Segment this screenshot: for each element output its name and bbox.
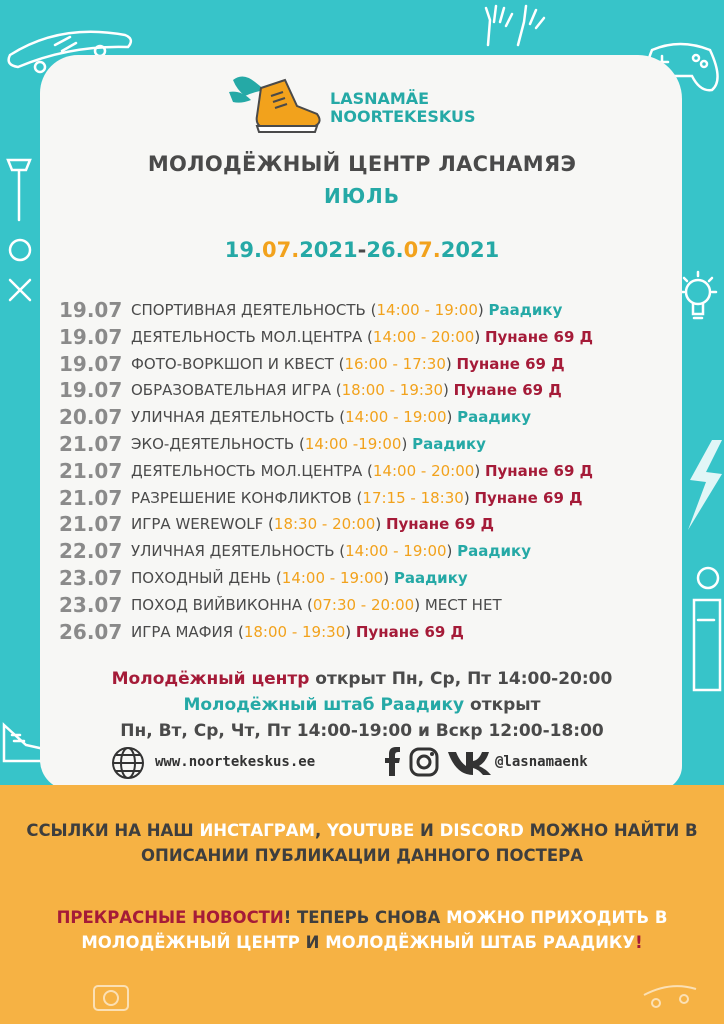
schedule-row: 20.07 УЛИЧНАЯ ДЕЯТЕЛЬНОСТЬ (14:00 - 19:00) Раадику	[59, 405, 531, 430]
event-name: СПОРТИВНАЯ ДЕЯТЕЛЬНОСТЬ	[131, 301, 366, 319]
schedule-row: 19.07 СПОРТИВНАЯ ДЕЯТЕЛЬНОСТЬ (14:00 - 19:00) Раадику	[59, 298, 563, 322]
event-date: 19.07	[59, 378, 123, 403]
bulb-doodle-icon	[676, 270, 721, 330]
hands-doodle-icon	[478, 0, 548, 50]
event-time: 16:00 - 17:30	[344, 354, 446, 373]
event-name: ИГРА МАФИЯ	[131, 622, 234, 641]
website-link[interactable]: www.noortekeskus.ee	[155, 754, 316, 770]
event-time: 14:00 - 19:00	[376, 301, 478, 319]
event-location: Пунане 69 Д	[484, 461, 593, 480]
center-hours: открыт Пн, Ср, Пт 14:00-20:00	[309, 669, 613, 689]
logo-line-1: LASNAMÄE	[330, 89, 430, 108]
event-location: Пунане 69 Д	[474, 488, 583, 507]
event-date: 22.07	[59, 539, 123, 564]
skate-doodle-icon	[640, 975, 700, 1015]
event-name: ПОХОДНЫЙ ДЕНЬ	[131, 568, 272, 587]
event-time: 14:00 - 20:00	[372, 327, 475, 346]
hq-name: Молодёжный штаб Раадику	[183, 695, 465, 715]
event-time: 07:30 - 20:00	[312, 595, 415, 614]
sneaker-logo-icon	[225, 70, 325, 140]
opening-hours	[0, 666, 724, 744]
event-date: 19.07	[59, 324, 123, 349]
event-time: 18:30 - 20:00	[273, 515, 376, 534]
schedule-row: 19.07 ОБРАЗОВАТЕЛЬНАЯ ИГРА (18:00 - 19:30) Пунане 69 Д	[59, 378, 562, 403]
event-location: Пунане 69 Д	[484, 327, 593, 346]
social-handle[interactable]: @lasnamaenk	[495, 754, 588, 770]
hq-open: открыт	[464, 695, 541, 715]
event-location: Пунане 69 Д	[456, 354, 565, 373]
date-range	[0, 238, 724, 262]
event-time: 14:00 - 19:00	[345, 408, 447, 427]
logo-text	[330, 90, 476, 126]
event-name: ЭКО-ДЕЯТЕЛЬНОСТЬ	[131, 434, 295, 453]
instagram-icon[interactable]	[409, 747, 439, 777]
schedule-row: 26.07 ИГРА МАФИЯ (18:00 - 19:30) Пунане 69 Д	[59, 619, 464, 644]
event-location: Пунане 69 Д	[385, 515, 494, 534]
range-day-1: 19.	[224, 238, 262, 262]
event-location: Раадику	[393, 568, 468, 587]
range-separator: -	[357, 238, 367, 262]
schedule-row: 22.07 УЛИЧНАЯ ДЕЯТЕЛЬНОСТЬ (14:00 - 19:00) Раадику	[59, 539, 531, 564]
hq-hours: Пн, Вт, Ср, Чт, Пт 14:00-19:00 и Вскр 12:00-18:00	[120, 721, 604, 741]
range-month-2: 07.	[403, 238, 441, 262]
banner-line-2: ОПИСАНИИ ПУБЛИКАЦИИ ДАННОГО ПОСТЕРА	[141, 846, 583, 865]
banner-line-4: МОЛОДЁЖНЫЙ ЦЕНТР И МОЛОДЁЖНЫЙ ШТАБ РААДИКУ!	[81, 933, 643, 952]
event-date: 23.07	[59, 592, 123, 617]
event-location: Раадику	[457, 408, 531, 427]
globe-icon	[110, 745, 146, 781]
event-time: 18:00 - 19:30	[341, 381, 444, 400]
schedule-row: 19.07 ДЕЯТЕЛЬНОСТЬ МОЛ.ЦЕНТРА (14:00 - 20:00) Пунане 69 Д	[59, 324, 593, 349]
range-year-2: 2021	[440, 238, 500, 262]
banner-line-3: ПРЕКРАСНЫЕ НОВОСТИ! ТЕПЕРЬ СНОВА МОЖНО ПРИХОДИТЬ В	[56, 908, 668, 927]
schedule-row: 21.07 РАЗРЕШЕНИЕ КОНФЛИКТОВ (17:15 - 18:30) Пунане 69 Д	[59, 485, 583, 510]
event-date: 21.07	[59, 485, 123, 510]
range-day-2: 26.	[366, 238, 404, 262]
announcement-banner	[0, 785, 724, 1024]
event-date: 23.07	[59, 565, 123, 590]
event-name: УЛИЧНАЯ ДЕЯТЕЛЬНОСТЬ	[131, 408, 335, 427]
month-label: ИЮЛЬ	[323, 184, 401, 208]
facebook-icon[interactable]	[383, 746, 401, 776]
camera-doodle-icon	[92, 980, 132, 1014]
range-month-1: 07.	[261, 238, 300, 262]
event-date: 21.07	[59, 512, 123, 537]
schedule-list	[59, 297, 593, 645]
event-date: 19.07	[59, 298, 123, 322]
event-name: ОБРАЗОВАТЕЛЬНАЯ ИГРА	[131, 381, 331, 400]
event-time: 17:15 - 18:30	[362, 488, 464, 507]
event-location: Раадику	[412, 434, 486, 453]
schedule-row: 21.07 ДЕЯТЕЛЬНОСТЬ МОЛ.ЦЕНТРА (14:00 - 20:00) Пунане 69 Д	[59, 458, 593, 483]
event-date: 20.07	[59, 405, 123, 430]
event-time: 14:00 - 19:00	[281, 568, 384, 587]
event-name: УЛИЧНАЯ ДЕЯТЕЛЬНОСТЬ	[131, 542, 335, 561]
event-time: 14:00 - 20:00	[372, 461, 475, 480]
vk-icon[interactable]	[446, 748, 492, 776]
event-name: ПОХОД ВИЙВИКОННА	[131, 595, 303, 614]
event-date: 21.07	[59, 458, 123, 483]
schedule-row: 19.07 ФОТО-ВОРКШОП И КВЕСТ (16:00 - 17:30) Пунане 69 Д	[59, 351, 565, 376]
page-title: МОЛОДЁЖНЫЙ ЦЕНТР ЛАСНАМЯЭ	[147, 152, 577, 176]
schedule-row: 23.07 ПОХОДНЫЙ ДЕНЬ (14:00 - 19:00) Раадику	[59, 565, 468, 590]
event-name: ДЕЯТЕЛЬНОСТЬ МОЛ.ЦЕНТРА	[131, 461, 363, 480]
event-name: РАЗРЕШЕНИЕ КОНФЛИКТОВ	[131, 488, 352, 507]
schedule-row: 21.07 ИГРА WEREWOLF (18:30 - 20:00) Пунане 69 Д	[59, 512, 494, 537]
event-location: Раадику	[488, 301, 563, 319]
event-name: ФОТО-ВОРКШОП И КВЕСТ	[131, 354, 334, 373]
event-date: 26.07	[59, 619, 123, 644]
range-year-1: 2021	[299, 238, 358, 262]
banner-line-1: ССЫЛКИ НА НАШ ИНСТАГРАМ, YOUTUBE И DISCORD МОЖНО НАЙТИ В	[26, 821, 698, 840]
bolt-doodle-icon	[682, 440, 724, 530]
schedule-row: 21.07 ЭКО-ДЕЯТЕЛЬНОСТЬ (14:00 -19:00) Раадику	[59, 431, 486, 456]
event-location: Раадику	[457, 542, 531, 561]
event-location: МЕСТ НЕТ	[424, 595, 502, 614]
event-time: 14:00 - 19:00	[345, 542, 447, 561]
event-date: 19.07	[59, 351, 123, 376]
event-date: 21.07	[59, 431, 123, 456]
logo-line-2: NOORTEKESKUS	[330, 107, 476, 126]
schedule-row: 23.07 ПОХОД ВИЙВИКОННА (07:30 - 20:00) МЕСТ НЕТ	[59, 592, 502, 617]
event-name: ИГРА WEREWOLF	[131, 515, 264, 534]
event-time: 18:00 - 19:30	[243, 622, 346, 641]
event-time: 14:00 -19:00	[304, 434, 402, 453]
center-name: Молодёжный центр	[111, 669, 310, 689]
event-name: ДЕЯТЕЛЬНОСТЬ МОЛ.ЦЕНТРА	[131, 327, 363, 346]
event-location: Пунане 69 Д	[355, 622, 464, 641]
event-location: Пунане 69 Д	[453, 381, 562, 400]
